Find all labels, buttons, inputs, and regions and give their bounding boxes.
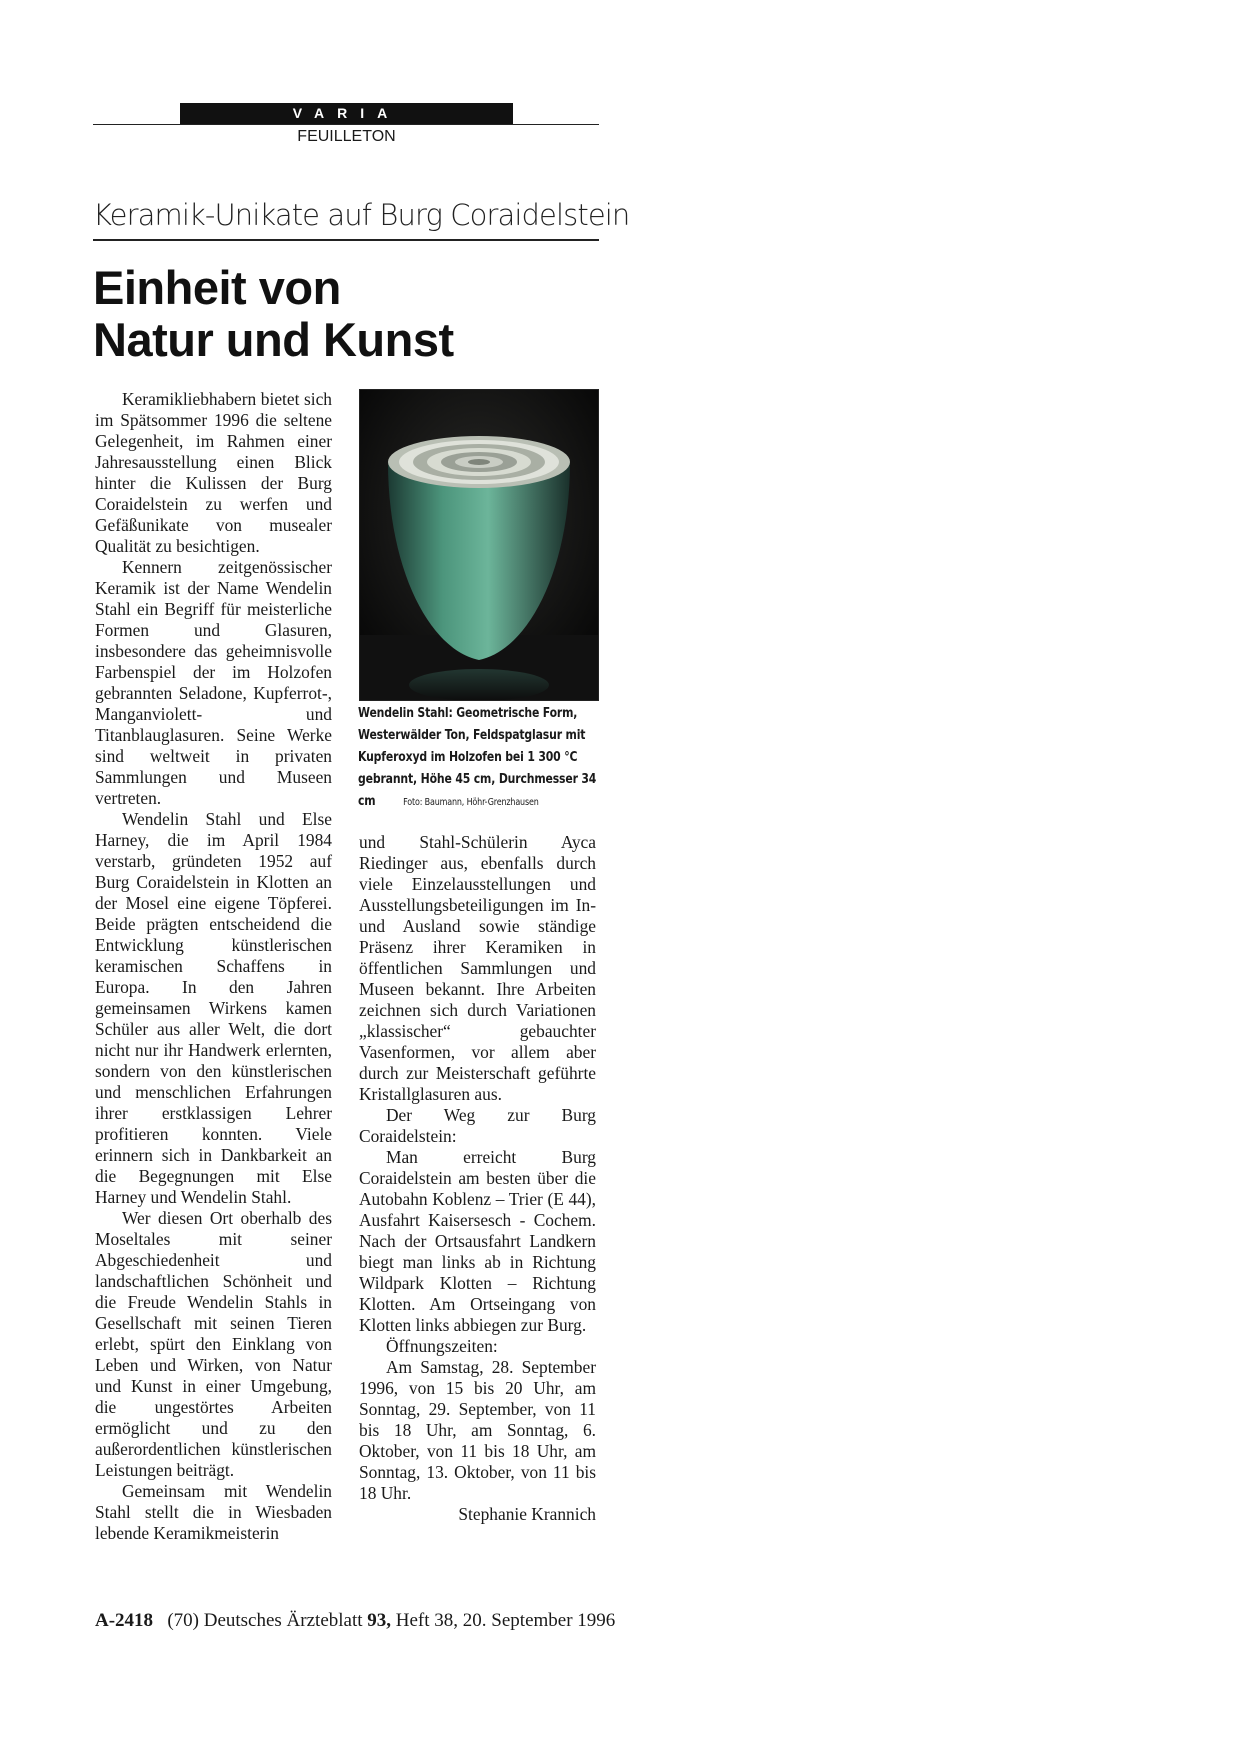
subsection-label: FEUILLETON — [297, 128, 396, 145]
body-paragraph: Am Samstag, 28. September 1996, von 15 bis 20 Uhr, am Sonntag, 29. September, von 11 bis 18 Uhr, am Sonntag, 6. Oktober, von 11 bis 18 Uhr, am Sonntag, 13. Oktober, von 11 bis 18 Uhr. — [359, 1357, 596, 1503]
article-column-right — [359, 832, 596, 1525]
page-code: A-2418 — [95, 1610, 154, 1631]
page-footer — [95, 1610, 615, 1632]
section-label: VARIA — [180, 103, 513, 124]
photo-credit: Foto: Baumann, Höhr-Grenzhausen — [403, 797, 539, 808]
journal-volume: 93, — [367, 1610, 392, 1631]
kicker-rule — [93, 239, 599, 241]
section-rule — [93, 124, 599, 125]
body-paragraph: Der Weg zur Burg Coraidelstein: — [359, 1105, 596, 1146]
body-paragraph: Wer diesen Ort oberhalb des Moseltales mit seiner Abgeschiedenheit und landschaftlichen Schönheit und die Freude Wendelin Stahls in Gesellschaft mit seinen Tieren erlebt, spürt den Einklang von Leben und Wirken, von Natur und Kunst in einer Umgebung, die ungestörtes Arbeiten ermöglicht und zu den außerordentlichen künstlerischen Leistungen beiträgt. — [95, 1208, 332, 1480]
issue-date: Heft 38, 20. September 1996 — [395, 1610, 616, 1631]
photo-caption — [358, 702, 597, 814]
body-paragraph: Kennern zeitgenössischer Keramik ist der Name Wendelin Stahl ein Begriff für meisterliche Formen und Glasuren, insbesondere das geheimnisvolle Farbenspiel der im Holzofen gebrannten Seladone, Kupferrot-, Manganviolett- und Titanblauglasuren. Seine Werke sind weltweit in privaten Sammlungen und Museen vertreten. — [95, 557, 332, 808]
article-column-left — [95, 389, 332, 1544]
vase-photo — [359, 389, 599, 701]
page-number: (70) — [167, 1610, 199, 1631]
body-paragraph-continued: und Stahl-Schülerin Ayca Riedinger aus, ebenfalls durch viele Einzelausstellungen und Ausstellungsbeteiligungen im In- und Ausland sowie ständige Präsenz ihrer Keramiken in öffentlichen Sammlungen und Museen bekannt. Ihre Arbeiten zeichnen sich durch Variationen „klassischer“ gebauchter Vasenformen, vor allem aber durch zur Meisterschaft geführte Kristallglasuren aus. — [359, 832, 596, 1104]
article-kicker: Keramik-Unikate auf Burg Coraidelstein — [93, 198, 630, 232]
article-headline — [93, 262, 613, 366]
body-paragraph: Keramikliebhabern bietet sich im Spätsommer 1996 die seltene Gelegenheit, im Rahmen einer Jahresausstellung einen Blick hinter die Kulissen der Burg Coraidelstein zu werfen und Gefäßunikate von musealer Qualität zu besichtigen. — [95, 389, 332, 556]
vase-illustration — [360, 390, 598, 700]
journal-name: Deutsches Ärzteblatt — [203, 1610, 363, 1631]
headline-line-2: Natur und Kunst — [93, 313, 454, 366]
headline-line-1: Einheit von — [93, 261, 341, 314]
body-paragraph: Öffnungszeiten: — [386, 1336, 498, 1356]
article-author: Stephanie Krannich — [458, 1504, 596, 1524]
body-paragraph: Wendelin Stahl und Else Harney, die im April 1984 verstarb, gründeten 1952 auf Burg Coraidelstein in Klotten an der Mosel eine eigene Töpferei. Beide prägten entscheidend die Entwicklung künstlerischen keramischen Schaffens in Europa. In den Jahren gemeinsamen Wirkens kamen Schüler aus aller Welt, die dort nicht nur ihr Handwerk erlernten, sondern von den künstlerischen und menschlichen Erfahrungen ihrer erstklassigen Lehrer profitieren konnten. Viele erinnern sich in Dankbarkeit an die Begegnungen mit Else Harney und Wendelin Stahl. — [95, 809, 332, 1207]
caption-text: Wendelin Stahl: Geometrische Form, Westerwälder Ton, Feldspatglasur mit Kupferoxyd im Holzofen bei 1 300 °C gebrannt, Höhe 45 cm, Durchmesser 34 cm — [358, 705, 597, 809]
body-paragraph: Man erreicht Burg Coraidelstein am besten über die Autobahn Koblenz – Trier (E 44), Ausfahrt Kaisersesch - Cochem. Nach der Ortsausfahrt Landkern biegt man links ab in Richtung Wildpark Klotten – Richtung Klotten. Am Ortseingang von Klotten links abbiegen zur Burg. — [359, 1147, 596, 1335]
body-paragraph: Gemeinsam mit Wendelin Stahl stellt die in Wiesbaden lebende Keramikmeisterin — [95, 1481, 332, 1543]
